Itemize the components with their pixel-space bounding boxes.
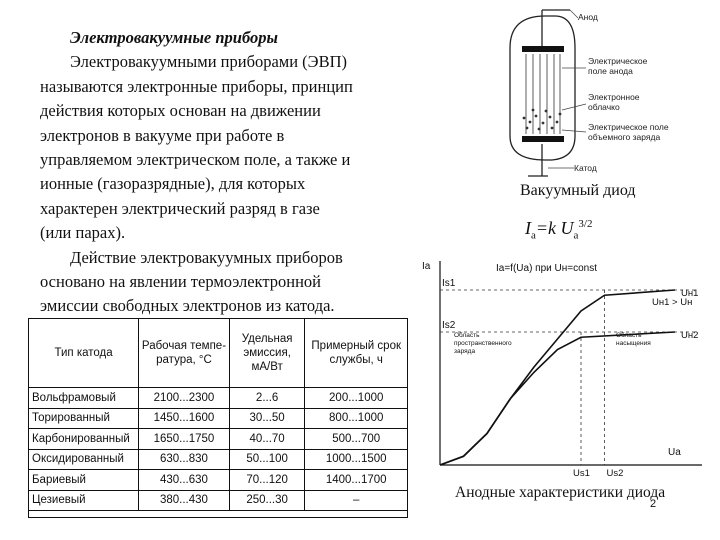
lifetime-cell: 500...700	[305, 429, 407, 450]
emission-cell: 30...50	[229, 408, 305, 429]
cathode-type-cell: Цезиевый	[29, 490, 139, 511]
region-saturation: Область насыщения	[616, 332, 651, 347]
cathode-type-cell: Оксидированный	[29, 449, 139, 470]
cathode-plate	[522, 136, 564, 142]
diode-caption: Вакуумный диод	[520, 182, 636, 199]
table-header-emission: Удельная эмиссия, мА/Вт	[229, 319, 305, 388]
temperature-cell: 1450...1600	[139, 408, 230, 429]
anode-field-label: Электрическое поле анода	[588, 56, 648, 76]
series-label-2: Uн2	[681, 330, 699, 341]
temperature-cell: 430...630	[139, 470, 230, 491]
table-row	[29, 490, 407, 511]
vacuum-diode-diagram	[500, 8, 710, 178]
text-line: называются электронные приборы, принцип	[40, 76, 353, 96]
chart-title: Ia=f(Ua) при Uн=const	[496, 263, 598, 274]
table-header-row	[29, 319, 407, 388]
text-line: Действие электровакуумных приборов	[70, 247, 343, 267]
text-line: (или парах).	[40, 223, 126, 243]
temperature-cell: 1650...1750	[139, 429, 230, 450]
lifetime-cell: –	[305, 490, 407, 511]
lifetime-cell: 800...1000	[305, 408, 407, 429]
table-row	[29, 388, 407, 409]
temperature-cell: 630...830	[139, 449, 230, 470]
anode-plate	[522, 46, 564, 52]
series-label-1: Uн1	[681, 288, 699, 299]
page-number: 2	[650, 498, 657, 510]
lifetime-cell: 200...1000	[305, 388, 407, 409]
table-header-type: Тип катода	[29, 319, 139, 388]
electron-cloud-label: Электронное облачко	[588, 92, 640, 112]
cathode-type-cell: Торированный	[29, 408, 139, 429]
text-line: эмиссии свободных электронов из катода.	[40, 296, 335, 316]
table-row	[29, 470, 407, 491]
x-tick-us2: Us2	[606, 468, 624, 477]
child-law-formula: $I_a=k$ $U_a^{3/2}$	[525, 218, 593, 242]
series-line-2	[440, 332, 675, 465]
text-line: основано на явлении термоэлектронной	[40, 272, 321, 292]
definition-paragraph	[40, 50, 385, 245]
y-tick-is1: Is1	[442, 278, 456, 289]
condition-label: Uн1 > Uн	[652, 297, 693, 308]
emission-cell: 2...6	[229, 388, 305, 409]
lifetime-cell: 1000...1500	[305, 449, 407, 470]
definition-text	[40, 26, 385, 319]
emission-cell: 250...30	[229, 490, 305, 511]
text-line: управляемом электрическом поле, а также и	[40, 150, 351, 170]
text-line: Электровакуумными приборами (ЭВП)	[70, 52, 347, 72]
text-line: электронов в вакууме при работе в	[40, 125, 285, 145]
emission-cell: 40...70	[229, 429, 305, 450]
table-header-lifetime: Примерный срок службы, ч	[305, 319, 407, 388]
lifetime-cell: 1400...1700	[305, 470, 407, 491]
table-row	[29, 449, 407, 470]
cathode-type-cell: Карбонированный	[29, 429, 139, 450]
text-line: ионные (газоразрядные), для которых	[40, 174, 306, 194]
cathode-type-cell: Бариевый	[29, 470, 139, 491]
x-tick-us1: Us1	[573, 468, 590, 477]
y-tick-is2: Is2	[442, 320, 456, 331]
anode-label: Анод	[578, 12, 598, 22]
cathode-table	[28, 318, 408, 518]
space-charge-field-label: Электрическое поле объемного заряда	[588, 122, 669, 142]
cathode-label: Катод	[574, 163, 597, 173]
y-axis-label: Ia	[422, 261, 431, 272]
anode-characteristics-chart	[420, 255, 710, 477]
temperature-cell: 2100...2300	[139, 388, 230, 409]
table-row	[29, 429, 407, 450]
text-line: характерен электрический разряд в газе	[40, 198, 320, 218]
emission-cell: 70...120	[229, 470, 305, 491]
emission-cell: 50...100	[229, 449, 305, 470]
table-row	[29, 408, 407, 429]
table-header-temperature: Рабочая темпе- ратура, °С	[139, 319, 230, 388]
x-axis-label: Ua	[668, 447, 681, 458]
region-space-charge: Область пространственного заряда	[454, 332, 512, 355]
cathode-type-cell: Вольфрамовый	[29, 388, 139, 409]
temperature-cell: 380...430	[139, 490, 230, 511]
series-line-1	[440, 290, 675, 465]
section-title: Электровакуумные приборы	[70, 28, 278, 47]
text-line: действия которых основан на движении	[40, 101, 321, 121]
emission-paragraph	[40, 246, 385, 319]
electron-cloud	[523, 109, 562, 131]
chart-caption: Анодные характеристики диода	[455, 484, 666, 501]
